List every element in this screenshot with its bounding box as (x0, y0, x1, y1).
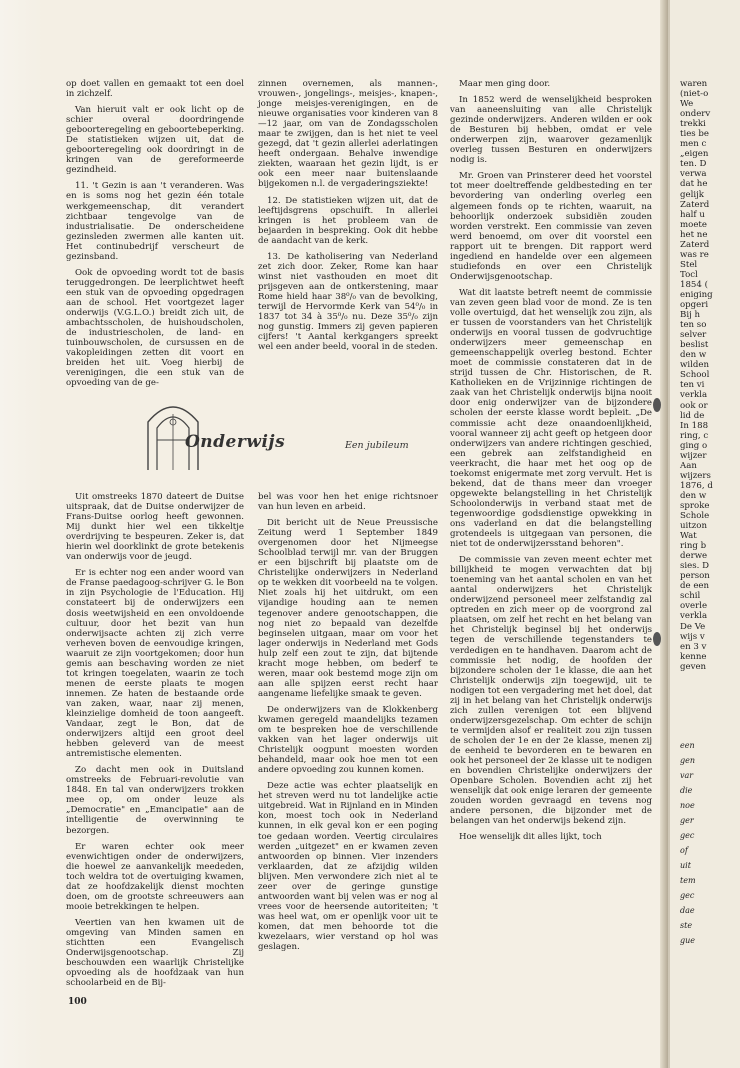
column-right (450, 79, 652, 1039)
facing-page-line: was re (680, 249, 709, 260)
facing-page-line: trekki (680, 119, 706, 130)
paragraph: Uit omstreeks 1870 dateert de Duitse uitspraak, dat de Duitse onderwijzer de Frans-Duitse oorlog heeft gewonnen. Mij dunkt hier wel een tikkeltje overdrijving te bespeuren. Zeker is, dat hierin wel doorklinkt de grote betekenis van onderwijs voor de jeugd. (66, 492, 244, 563)
binding-hole (653, 398, 661, 412)
facing-page-line: verwa (680, 169, 707, 180)
section-subtitle: Een jubileum (345, 440, 409, 451)
facing-page-line: We (680, 99, 694, 110)
facing-page-line: School (680, 370, 710, 381)
facing-page-line: Zaterd (680, 239, 710, 250)
paragraph: Zo dacht men ook in Duitsland omstreeks de Februari-revolutie van 1848. En tal van onderwijzers trokken mee op, om onder leuze als „Democratie" en „Emancipatie" aan de intelligentie de overwinning te bezorgen. (66, 765, 244, 836)
facing-page-line: Wat (680, 531, 697, 542)
facing-page-line: beslist (680, 340, 709, 351)
facing-page-line: tem (680, 876, 696, 885)
facing-page-line: den w (680, 350, 707, 361)
facing-page-line: dat he (680, 179, 708, 190)
facing-page-line: wijzer (680, 450, 707, 461)
column-top-left (66, 79, 244, 389)
paragraph: De onderwijzers van de Klokkenberg kwamen geregeld maandelijks tezamen om te bespreken hoe de verschillende vakken van het lager onderwijs uit Christelijk oogpunt moesten worden behandeld, maar ook hoe men tot een andere opvoeding zou kunnen komen. (258, 704, 438, 776)
facing-page-line: ook or (680, 400, 708, 411)
facing-page-line: Stel (680, 259, 698, 270)
page-number: 100 (68, 997, 87, 1007)
column-bottom-left (66, 492, 244, 1002)
facing-page-line: ties be (680, 129, 710, 140)
paragraph: Er is echter nog een ander woord van de Franse paedagoog-schrijver G. le Bon in zijn Psychologie de l'Education. Hij constateert bij de onderwijzers een dosis weetwijsheid en een onvoldoende cultuur, door het bezit van hun onderwijsacte achten zij zich verre verheven boven de eenvoudige kringen, waaruit ze zijn voortgekomen; door hun gemis aan beschaving worden ze niet tot kringen toegelaten, waarin ze toch menen de eerste plaats te mogen innemen. Ze haten de bestaande orde van zaken, waar, naar zij menen, kleinzielige domheid de toon aangeeft. Vandaar, zegt le Bon, dat de onderwijzers altijd een groot deel hebben geleverd van de meest antremistische elementen. (66, 568, 244, 760)
paragraph: bel was voor hen het enige richtsnoer van hun leven en arbeid. (258, 492, 438, 513)
facing-page-line: dae (680, 906, 695, 915)
facing-page-line: gen (680, 756, 696, 765)
facing-page-line: ger (680, 816, 694, 825)
paragraph: 13. De katholisering van Nederland zet zich door. Zeker, Rome kan haar winst niet vasthouden en moet dit prijsgeven aan de ontkerstening, maar Rome hield haar 38⁰/₀ van de bevolking, terwijl de Hervormde Kerk van 54⁰/₀ in 1837 tot 34 à 35⁰/₀ nu. Deze 35⁰/₀ zijn nog gunstig. Immers zij geven papieren cijfers! 't Aantal kerkgangers spreekt wel een ander beeld, vooral in de steden. (258, 251, 438, 353)
facing-page-line: sies. D (680, 561, 710, 572)
paragraph: De commissie van zeven meent echter met billijkheid te mogen verwachten dat bij toeneming van het aantal scholen en van het aantal onderwijzers het Christelijk onderwijzend personeel meer zelfstandig zal optreden en zich meer op de voorgrond zal plaatsen, om zelf het recht en het belang van het Christelijk beginsel bij het onderwijs tegen de verschillende tegenstanders te verdedigen en te handhaven. Daarom acht de commissie het nodig, de hoofden der bijzondere scholen der 1e klasse, die aan het Christelijk onderwijs zijn toegewijd, uit te nodigen tot een vergadering met het doel, dat zij in het belang van het Christelijk onderwijs zich zullen verenigen tot een blijvend onderwijzersgezelschap. Om echter de schijn te vermijden alsof er realiteit zou zijn tussen de scholen der 1e en der 2e klasse, menen zij de eenheid te bevorderen en te bewaren en ook het personeel der 2e klasse uit te nodigen en bovendien Christelijke onderwijzers der Openbare Scholen. Bovendien acht zij het wenselijk dat ook enige leraren der gemeente zouden worden gevraagd en tevens nog andere personen, die bijzonder met de belangen van het onderwijs bekend zijn. (450, 555, 652, 827)
facing-page-line: lid de (680, 410, 705, 421)
facing-page-line: uitzon (680, 521, 707, 532)
paragraph: Deze actie was echter plaatselijk en het streven werd nu tot landelijke actie uitgebreid. Wat in Rijnland en in Minden kon, moest toch ook in Nederland kunnen, in elk geval kon er een poging toe gedaan worden. Veertig circulaires werden „uitgezet" en er kwamen zeven antwoorden op binnen. Vier inzenders verklaarden, dat ze afzijdig wilden blijven. Men verwondere zich niet al te zeer over de geringe gunstige antwoorden want bij velen was er nog al vrees voor de heersende autoriteiten; 't was heel wat, om er openlijk voor uit te komen, dat men behoorde tot die kwezelaars, wier verstand op hol was geslagen. (258, 781, 438, 953)
facing-page-line: overle (680, 601, 708, 612)
facing-page-line: verkla (680, 611, 708, 622)
facing-page-line: Zaterd (680, 199, 710, 210)
facing-page-line: half u (680, 209, 705, 220)
facing-page-line: var (680, 771, 694, 780)
facing-page-line: wijs v (680, 631, 705, 642)
facing-page-line: en 3 v (680, 641, 707, 652)
facing-page-line: ten so (680, 320, 707, 331)
paragraph: Ook de opvoeding wordt tot de basis teruggedrongen. De leerplichtwet heeft een stuk van de opvoeding opgedragen aan de school. Het voortgezet lager onderwijs (V.G.L.O.) breidt zich uit, de ambachtsscholen, de huishoudscholen, de industriescholen, de land- en tuinbouwscholen, de cursussen en de vakopleidingen zetten dit voort en breiden het uit. Voeg hierbij de verenigingen, die een stuk van de opvoeding van de ge- (66, 267, 244, 389)
facing-page-line: ging o (680, 440, 708, 451)
paragraph: 11. 't Gezin is aan 't veranderen. Was en is soms nog het gezin één totale werkgemeenschap, dit verandert zichtbaar tengevolge van de industrialisatie. De onderscheidene gezinsleden zwermen alle kanten uit. Het continubedrijf verscheurt de gezinsband. (66, 181, 244, 262)
paragraph: op doet vallen en gemaakt tot een doel in zichzelf. (66, 79, 244, 100)
facing-page-line: wilden (680, 360, 709, 371)
facing-page-line: ring b (680, 541, 707, 552)
facing-page-text (680, 79, 740, 672)
facing-page-line: uit (680, 861, 691, 870)
paragraph: Er waren echter ook meer evenwichtigen onder de onderwijzers, die hoewel ze aanvankelijk meededen, toch weldra tot de overtuiging kwamen, dat ze hoofdzakelijk dienst mochten doen, om de grootste schreeuwers aan mooie betrekkingen te helpen. (66, 841, 244, 912)
facing-page-line: geven (680, 661, 707, 672)
facing-page-line: kenne (680, 651, 707, 662)
facing-page-line: ten. D (680, 159, 707, 170)
facing-page-line: 1854 ( (680, 279, 708, 290)
binding-hole (653, 632, 661, 646)
facing-page-line: die (680, 786, 693, 795)
facing-page-line: sproke (680, 500, 710, 511)
section-heading (143, 392, 443, 472)
facing-page-line: ten vi (680, 380, 705, 391)
facing-page-line: De Ve (680, 621, 706, 632)
facing-page-line: gec (680, 831, 695, 840)
facing-page-line: (niet-o (680, 89, 709, 100)
facing-page-line: den w (680, 490, 707, 501)
facing-page-line: Aan (680, 460, 697, 471)
paragraph: Van hieruit valt er ook licht op de schier overal doordringende geboorteregeling en geboortebeperking. De statistieken wijzen uit, dat de geboorteregeling ook doordringt in de kringen van de gereformeerde gezindheid. (66, 105, 244, 176)
facing-page-line: eniging (680, 289, 713, 300)
facing-page-line: gue (680, 936, 696, 945)
column-bottom-middle (258, 492, 438, 1002)
facing-page-line: waren (680, 79, 708, 89)
facing-page-line: moete (680, 219, 707, 230)
paragraph: In 1852 werd de wenselijkheid besproken van aaneensluiting van alle Christelijk gezinde onderwijzers. Anderen wilden er ook de Besturen bij hebben, omdat er vele onderwerpen zijn, waarover gezamenlijk overleg tussen Besturen en onderwijzers nodig is. (450, 95, 652, 166)
paragraph: Hoe wenselijk dit alles lijkt, toch (459, 832, 602, 843)
facing-page-line: Schole (680, 511, 710, 522)
facing-page-line: wijzers (680, 470, 711, 481)
facing-page-line: gec (680, 891, 695, 900)
paragraph: 12. De statistieken wijzen uit, dat de leeftijdsgrens opschuift. In allerlei kringen is het probleem van de bejaarden in bespreking. Ook dit hebbe de aandacht van de kerk. (258, 195, 438, 246)
facing-page-line: ring, c (680, 430, 709, 441)
facing-page-line: 1876, d (680, 480, 713, 491)
facing-page-line: onderv (680, 109, 711, 120)
facing-page-line: Tocl (680, 269, 698, 280)
facing-page-line: verkla (680, 390, 708, 401)
paragraph: Maar men ging door. (459, 79, 551, 89)
paragraph: Mr. Groen van Prinsterer deed het voorstel tot meer doeltreffende geldbesteding en ter bevordering van onderling overleg een algemeen fonds op te richten, waaruit, na behoorlijk onderzoek subsidiën zouden worden verstrekt. Een commissie van zeven werd benoemd, om over dit voorstel een rapport uit te brengen. Dit rapport werd ingediend en handelde over een algemeen studiefonds en over een Christelijk Onderwijsgenootschap. (450, 171, 652, 282)
column-top-middle (258, 79, 438, 379)
page-margin (0, 0, 44, 1068)
facing-page-line: „eigen (680, 149, 709, 160)
paragraph: Wat dit laatste betreft neemt de commissie van zeven geen blad voor de mond. Ze is ten volle overtuigd, dat het wenselijk zou zijn, als er tussen de voorstanders van het Christelijk onderwijs en vooral tussen de godvruchtige onderwijzers meer gemeenschap en gemeenschappelijk overleg bestond. Echter moet de commissie constateren dat in de strijd tussen de Chr. Historischen, de R. Katholieken en de Vrijzinnige richtingen de zaak van het Christelijk onderwijs bijna nooit door enig onderwijzer van de bijzondere scholen der eerste klasse wordt bepleit. „De commissie acht deze onaandoenlijkheid, vooral wanneer zij acht geeft op hetgeen door onderwijzers van andere richtingen geschied, een gebrek aan zelfstandigheid en veerkracht, die haar met het oog op de toekomst enigermate met zorg vervult. Het is bekend, dat de thans meer dan vroeger opgewekte belangstelling in het Christelijk Schoolonderwijs in verband staat met de tegenwoordige godsdienstige opwekking in ons vaderland en dat die belangstelling grotendeels is uitgegaan van personen, die niet tot de onderwijzersstand behoren". (450, 287, 652, 550)
facing-page-line: gelijk (680, 189, 704, 200)
section-title: Onderwijs (185, 432, 286, 452)
facing-page-line: een (680, 741, 695, 750)
paragraph: Veertien van hen kwamen uit de omgeving van Minden samen en stichtten een Evangelisch Onderwijsgenootschap. Zij beschouwden een waarlijk Christelijke opvoeding als de hoofdzaak van hun schoolarbeid en de Bij- (66, 917, 244, 989)
school-building-icon (143, 392, 203, 470)
paragraph: zinnen overnemen, als mannen-, vrouwen-, jongelings-, meisjes-, knapen-, jonge meisjes-verenigingen, en de nieuwe organisaties voor kinderen van 8—12 jaar, om van de Zondagsscholen maar te zwijgen, dan is het niet te veel gezegd, dat 't gezin allerlei aderlatingen heeft ondergaan. Behalve inwendige ziekten, waaraan het gezin lijdt, is er ook een meer naar buitenslaande bijgekomen n.l. de vergaderingsziekte! (258, 79, 438, 190)
facing-page-line: opgeri (680, 300, 709, 311)
facing-page-line: ste (680, 921, 693, 930)
facing-page-line: In 188 (680, 420, 709, 431)
facing-page-line: men c (680, 139, 707, 150)
facing-page-italic-text (680, 738, 740, 948)
facing-page-line: schil (680, 591, 701, 602)
facing-page-line: derwe (680, 551, 708, 562)
facing-page-line: person (680, 571, 710, 582)
facing-page-line: Bij h (680, 310, 700, 321)
paragraph: Dit bericht uit de Neue Preussische Zeitung werd 1 September 1849 overgenomen door het Nijmeegse Schoolblad terwijl mr. van der Bruggen er een bijschrift bij plaatste om de Christelijke onderwijzers in Nederland op te wekken dit voorbeeld na te volgen. Niet zoals hij het uitdrukt, om een vijandige houding aan te nemen tegenover andere genootschappen, die nog niet zo bepaald van dezelfde beginselen uitgaan, maar om voor het lager onderwijs in Nederland met Gods hulp zelf een zout te zijn, dat bijtende kracht moge hebben, om bederf te weren, maar ook bestemd moge zijn om aan alle spijzen eerst recht haar aangename liefelijke smaak te geven. (258, 518, 438, 699)
facing-page-line: selver (680, 330, 707, 341)
facing-page-line: de een (680, 581, 710, 592)
facing-page-line: of (680, 846, 688, 855)
facing-page-line: noe (680, 801, 695, 810)
facing-page-line: het ne (680, 229, 708, 240)
